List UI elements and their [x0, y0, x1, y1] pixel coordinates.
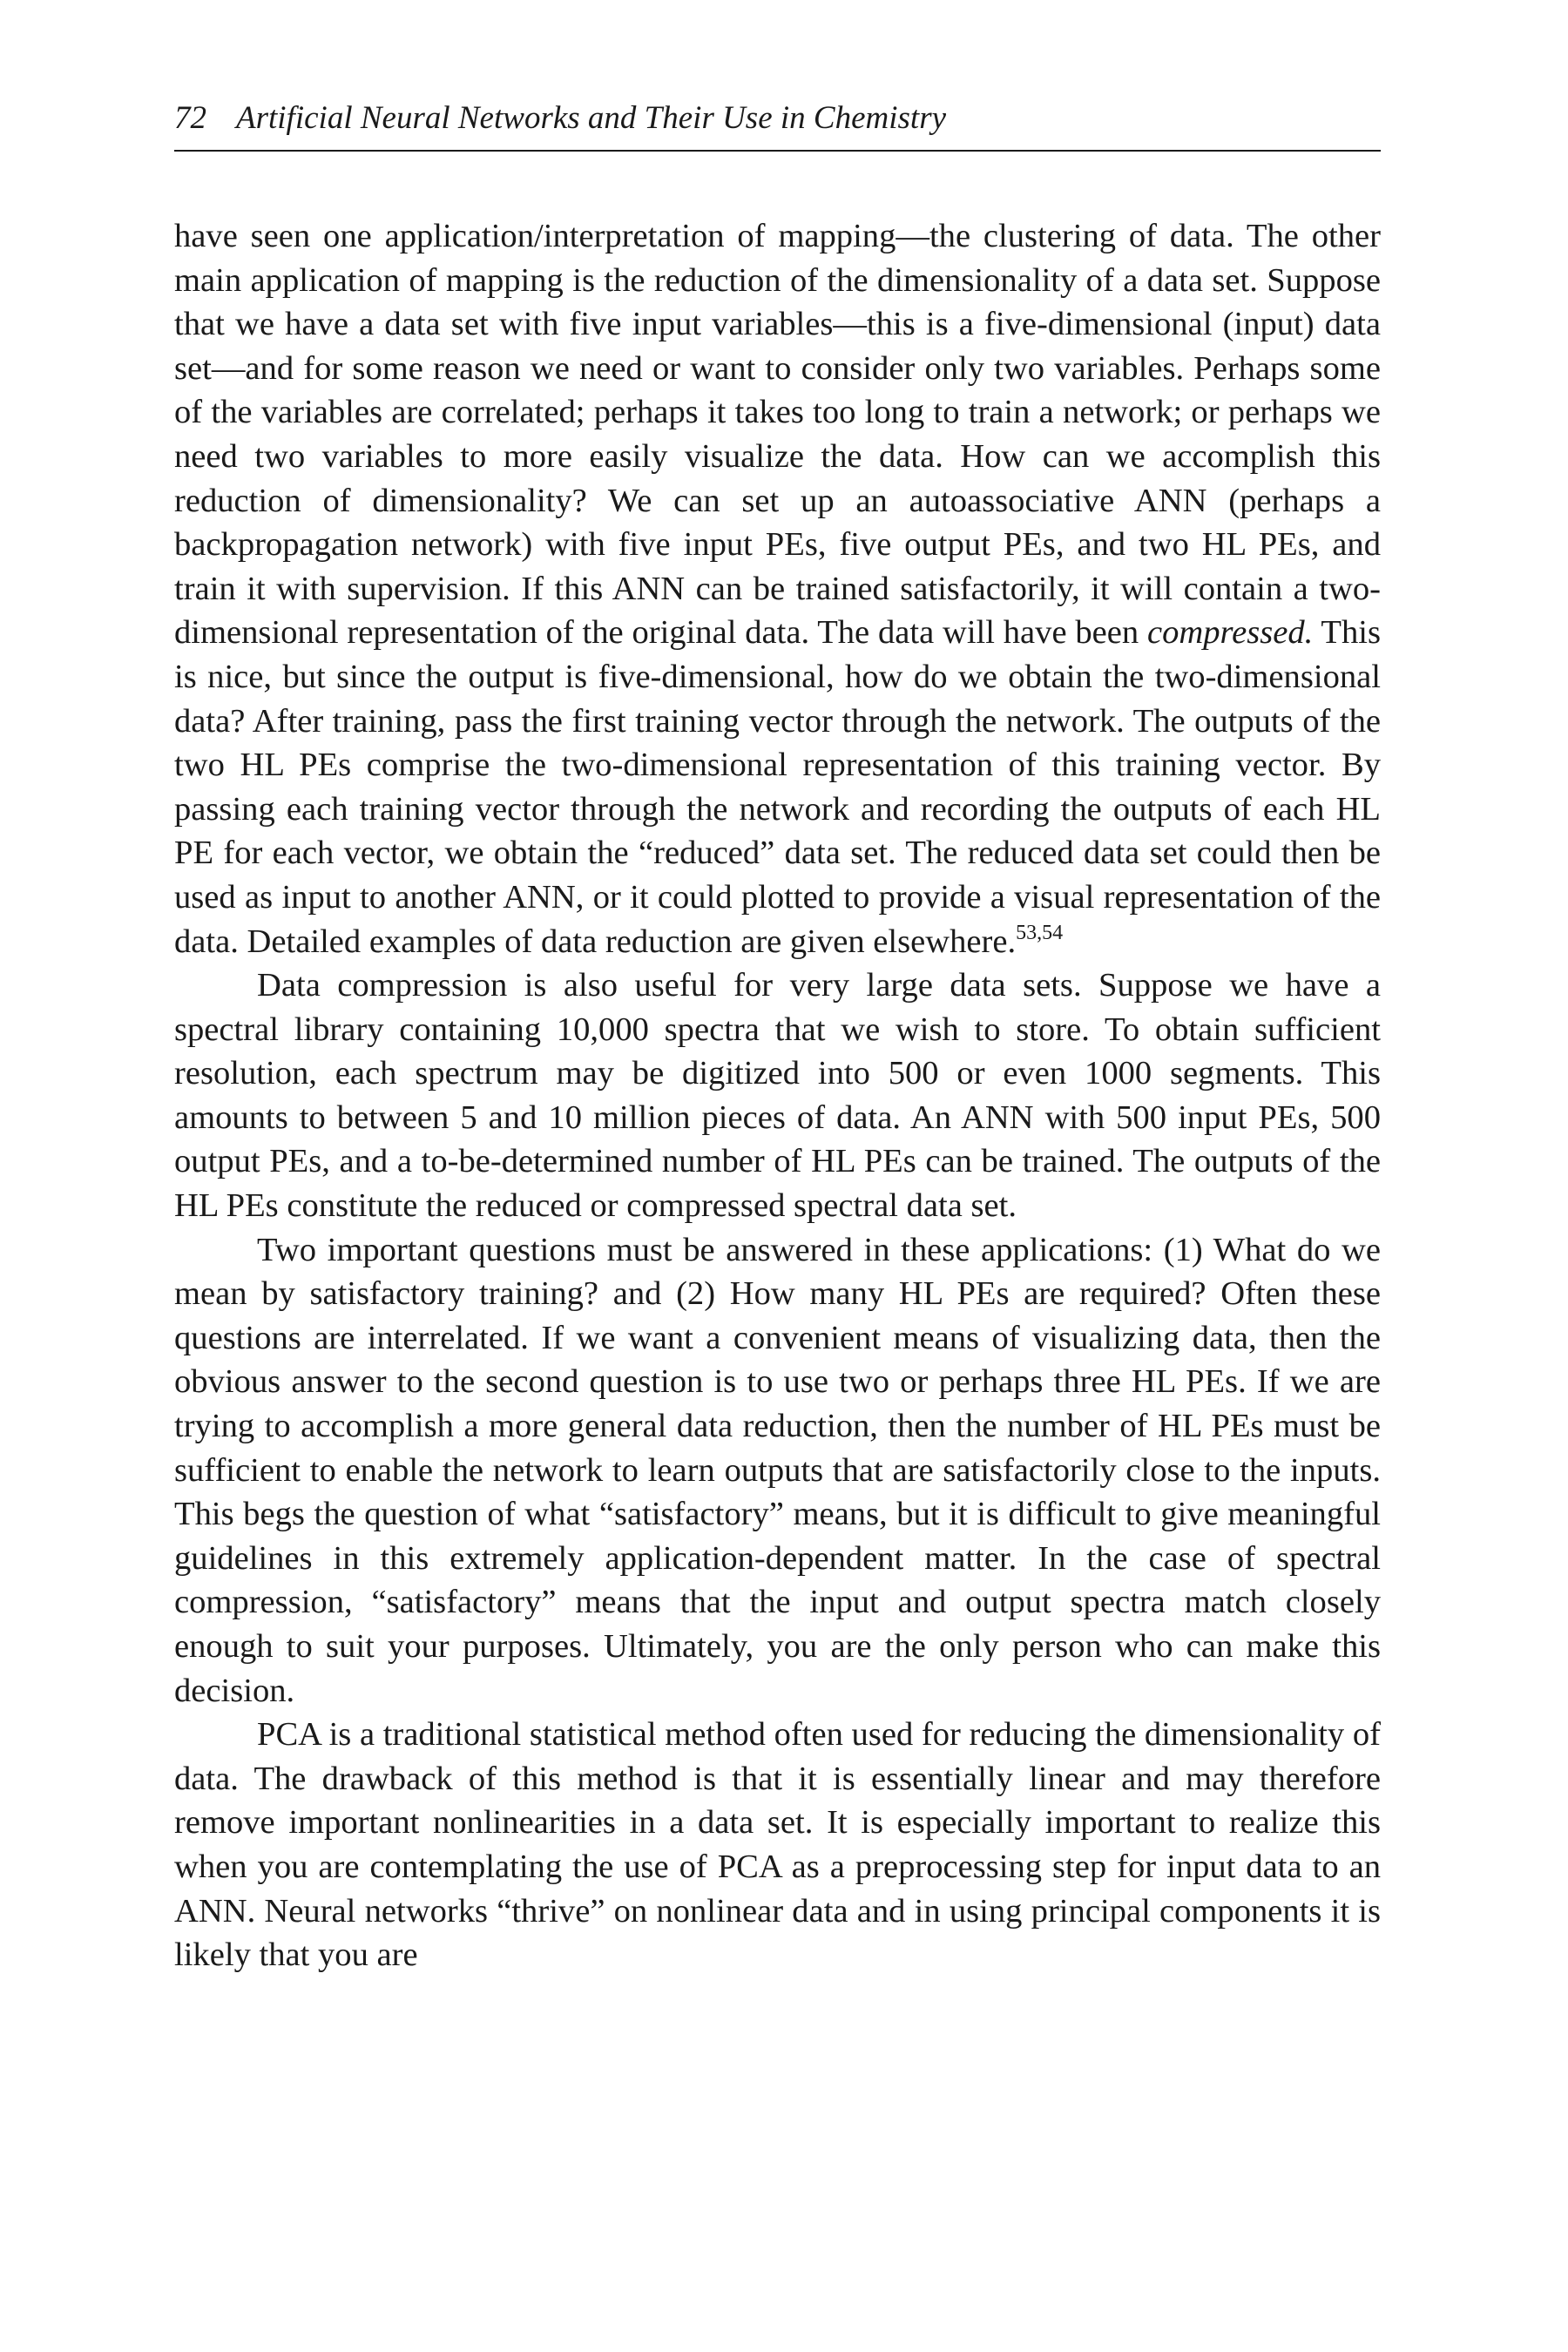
page-number: 72 — [174, 100, 206, 136]
paragraph-important-questions: Two important questions must be answered in these applications: (1) What do we mean by satisfactory training? and (2) How many HL PEs are required? Often these questions are interrelated. If we want a convenient means of visualizing data, then the obvious answer to the second question is to use two or perhaps three HL PEs. If we are trying to accomplish a more general data reduction, then the number of HL PEs must be sufficient to enable the network to learn outputs that are satisfactorily close to the inputs. This begs the question of what “satisfactory” means, but it is difficult to give meaningful guidelines in this extremely application-dependent matter. In the case of spectral compression, “satisfactory” means that the input and output spectra match closely enough to suit your purposes. Ultimately, you are the only person who can make this decision. — [174, 1231, 1381, 1709]
paragraph-text: have seen one application/interpretation of mapping—the clustering of data. The other main application of mapping is the reduction of the dimensionality of a data set. Suppose that we have a data set with five input variables—this is a five-dimensional (input) data set—and for some reason we need or want to consider only two variables. Perhaps some of the variables are correlated; perhaps it takes too long to train a network; or perhaps we need two variables to more easily visualize the data. How can we accomplish this reduction of dimensionality? We can set up an autoassociative ANN (perhaps a backpropagation network) with five input PEs, five output PEs, and two HL PEs, and train it with supervision. If this ANN can be trained satisfactorily, it will contain a two-dimensional representation of the original data. The data will have been — [174, 218, 1381, 652]
citation-superscript: 53,54 — [1016, 921, 1064, 944]
paragraph-data-compression: Data compression is also useful for very large data sets. Suppose we have a spectral library containing 10,000 spectra that we wish to store. To obtain sufficient resolution, each spectrum may be digitized into 500 or even 1000 segments. This amounts to between 5 and 10 million pieces of data. An ANN with 500 input PEs, 500 output PEs, and a to-be-determined number of HL PEs can be trained. The outputs of the HL PEs constitute the reduced or compressed spectral data set. — [174, 967, 1381, 1225]
body-text — [174, 214, 1381, 1977]
paragraph-pca: PCA is a traditional statistical method often used for reducing the dimensionality of data. The drawback of this method is that it is essentially linear and may therefore remove important nonlinearities in a data set. It is especially important to realize this when you are contemplating the use of PCA as a preprocessing step for input data to an ANN. Neural networks “thrive” on nonlinear data and in using principal components it is likely that you are — [174, 1716, 1381, 1974]
emphasis-text: compressed. — [1146, 614, 1314, 652]
paragraph-mapping-reduction — [174, 214, 1381, 963]
running-title: Artificial Neural Networks and Their Use in Chemistry — [236, 100, 947, 136]
running-header — [174, 96, 1381, 152]
book-page — [174, 96, 1381, 1977]
paragraph-text: This is nice, but since the output is five-dimensional, how do we obtain the two-dimensional data? After training, pass the first training vector through the network. The outputs of the two HL PEs comprise the two-dimensional representation of this training vector. By passing each training vector through the network and recording the outputs of each HL PE for each vector, we obtain the “reduced” data set. The reduced data set could then be used as input to another ANN, or it could plotted to provide a visual representation of the data. Detailed examples of data reduction are given elsewhere. — [174, 614, 1381, 960]
